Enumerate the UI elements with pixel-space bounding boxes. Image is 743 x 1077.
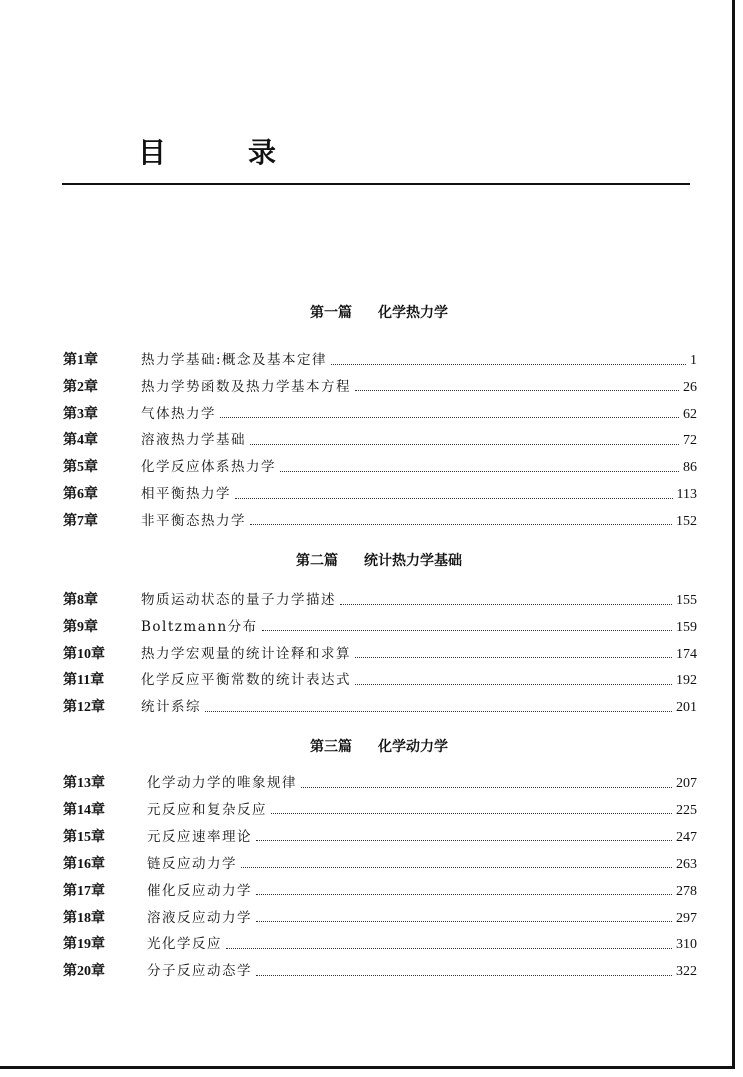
chapter-number: 第5章 bbox=[63, 460, 98, 476]
page-number: 152 bbox=[676, 513, 697, 529]
chapter-number: 第9章 bbox=[63, 619, 98, 635]
chapter-title: 相平衡热力学 bbox=[141, 486, 231, 502]
chapter-number: 第15章 bbox=[63, 829, 105, 845]
chapter-number: 第6章 bbox=[63, 487, 98, 502]
page-number: 86 bbox=[683, 460, 697, 476]
page-number: 322 bbox=[676, 964, 697, 980]
toc-entry[interactable] bbox=[63, 430, 697, 450]
toc-entry[interactable] bbox=[63, 511, 697, 531]
part-title: 统计热力学基础 bbox=[364, 553, 462, 569]
toc-entry[interactable] bbox=[63, 827, 697, 847]
chapter-title: 气体热力学 bbox=[141, 405, 216, 422]
chapter-number: 第20章 bbox=[63, 964, 105, 980]
part-heading bbox=[62, 736, 696, 756]
toc-entry[interactable] bbox=[63, 457, 697, 477]
chapter-number: 第7章 bbox=[63, 513, 98, 529]
chapter-title: 元反应速率理论 bbox=[147, 828, 252, 845]
chapter-title: 非平衡态热力学 bbox=[141, 512, 246, 529]
chapter-number: 第16章 bbox=[63, 856, 105, 872]
chapter-number: 第4章 bbox=[63, 433, 98, 449]
chapter-number: 第13章 bbox=[63, 776, 105, 791]
chapter-number: 第8章 bbox=[63, 593, 98, 608]
page-number: 310 bbox=[676, 937, 697, 953]
chapter-title: 热力学宏观量的统计诠释和求算 bbox=[141, 645, 351, 662]
page-title: 目录 bbox=[138, 136, 359, 169]
page-number: 113 bbox=[676, 487, 697, 502]
chapter-number: 第11章 bbox=[63, 673, 105, 689]
page-number: 192 bbox=[676, 673, 697, 689]
chapter-title: 催化反应动力学 bbox=[147, 882, 252, 899]
dot-leader bbox=[355, 390, 679, 391]
chapter-number: 第10章 bbox=[63, 646, 105, 662]
chapter-title: 化学动力学的唯象规律 bbox=[147, 775, 297, 791]
page-number: 247 bbox=[676, 829, 697, 845]
page-number: 26 bbox=[683, 379, 697, 395]
dot-leader bbox=[262, 630, 672, 631]
dot-leader bbox=[340, 604, 672, 605]
part-heading bbox=[62, 550, 696, 570]
part-title: 化学动力学 bbox=[378, 739, 448, 755]
dot-leader bbox=[256, 921, 672, 922]
dot-leader bbox=[355, 657, 672, 658]
chapter-title: 元反应和复杂反应 bbox=[147, 801, 267, 818]
page-number: 1 bbox=[690, 353, 697, 368]
toc-entry[interactable] bbox=[63, 484, 697, 504]
dot-leader bbox=[250, 524, 672, 525]
page-number: 174 bbox=[676, 646, 697, 662]
toc-entry[interactable] bbox=[63, 670, 697, 690]
page-number: 263 bbox=[676, 856, 697, 872]
page-number: 207 bbox=[676, 776, 697, 791]
dot-leader bbox=[250, 444, 679, 445]
toc-entry[interactable] bbox=[63, 881, 697, 901]
page-number: 72 bbox=[683, 433, 697, 449]
part-label: 第二篇 bbox=[296, 553, 338, 569]
chapter-number: 第17章 bbox=[63, 883, 105, 899]
page-number: 159 bbox=[676, 619, 697, 635]
toc-entry[interactable] bbox=[63, 377, 697, 397]
dot-leader bbox=[256, 975, 672, 976]
page-number: 225 bbox=[676, 802, 697, 818]
title-rule bbox=[62, 183, 690, 185]
toc-entry[interactable] bbox=[63, 590, 697, 610]
dot-leader bbox=[256, 840, 672, 841]
part-label: 第三篇 bbox=[310, 739, 352, 755]
page-number: 155 bbox=[676, 593, 697, 608]
chapter-number: 第3章 bbox=[63, 406, 98, 422]
chapter-number: 第14章 bbox=[63, 802, 105, 818]
dot-leader bbox=[256, 894, 672, 895]
toc-entry[interactable] bbox=[63, 697, 697, 717]
toc-entry[interactable] bbox=[63, 617, 697, 637]
toc-entry[interactable] bbox=[63, 908, 697, 928]
toc-entry[interactable] bbox=[63, 854, 697, 874]
dot-leader bbox=[235, 498, 673, 499]
toc-entry[interactable] bbox=[63, 404, 697, 424]
part-heading bbox=[62, 302, 696, 322]
dot-leader bbox=[241, 867, 672, 868]
chapter-title: 光化学反应 bbox=[147, 936, 222, 953]
toc-entry[interactable] bbox=[63, 350, 697, 370]
chapter-number: 第19章 bbox=[63, 937, 105, 953]
part-label: 第一篇 bbox=[310, 305, 352, 321]
dot-leader bbox=[331, 364, 686, 365]
toc-entry[interactable] bbox=[63, 934, 697, 954]
chapter-title: 化学反应体系热力学 bbox=[141, 459, 276, 476]
toc-entry[interactable] bbox=[63, 961, 697, 981]
chapter-title: 热力学势函数及热力学基本方程 bbox=[141, 378, 351, 395]
dot-leader bbox=[205, 711, 672, 712]
chapter-title: 溶液热力学基础 bbox=[141, 432, 246, 449]
page-number: 62 bbox=[683, 406, 697, 422]
dot-leader bbox=[271, 813, 672, 814]
dot-leader bbox=[280, 471, 679, 472]
chapter-title: Boltzmann分布 bbox=[141, 618, 258, 635]
toc-entry[interactable] bbox=[63, 773, 697, 793]
toc-entry[interactable] bbox=[63, 644, 697, 664]
chapter-title: 热力学基础:概念及基本定律 bbox=[141, 352, 328, 368]
dot-leader bbox=[355, 684, 672, 685]
page-number: 278 bbox=[676, 883, 697, 899]
chapter-title: 物质运动状态的量子力学描述 bbox=[141, 592, 336, 608]
chapter-title: 分子反应动态学 bbox=[147, 963, 252, 980]
chapter-title: 链反应动力学 bbox=[147, 855, 237, 872]
dot-leader bbox=[220, 417, 679, 418]
chapter-number: 第1章 bbox=[63, 353, 98, 368]
toc-entry[interactable] bbox=[63, 800, 697, 820]
chapter-number: 第12章 bbox=[63, 700, 105, 716]
dot-leader bbox=[301, 787, 672, 788]
chapter-number: 第2章 bbox=[63, 379, 98, 395]
page-number: 297 bbox=[676, 910, 697, 926]
chapter-title: 统计系综 bbox=[141, 699, 201, 716]
chapter-number: 第18章 bbox=[63, 910, 105, 926]
chapter-title: 溶液反应动力学 bbox=[147, 909, 252, 926]
dot-leader bbox=[226, 948, 672, 949]
part-title: 化学热力学 bbox=[378, 305, 448, 321]
page-number: 201 bbox=[676, 700, 697, 716]
chapter-title: 化学反应平衡常数的统计表达式 bbox=[141, 672, 351, 689]
